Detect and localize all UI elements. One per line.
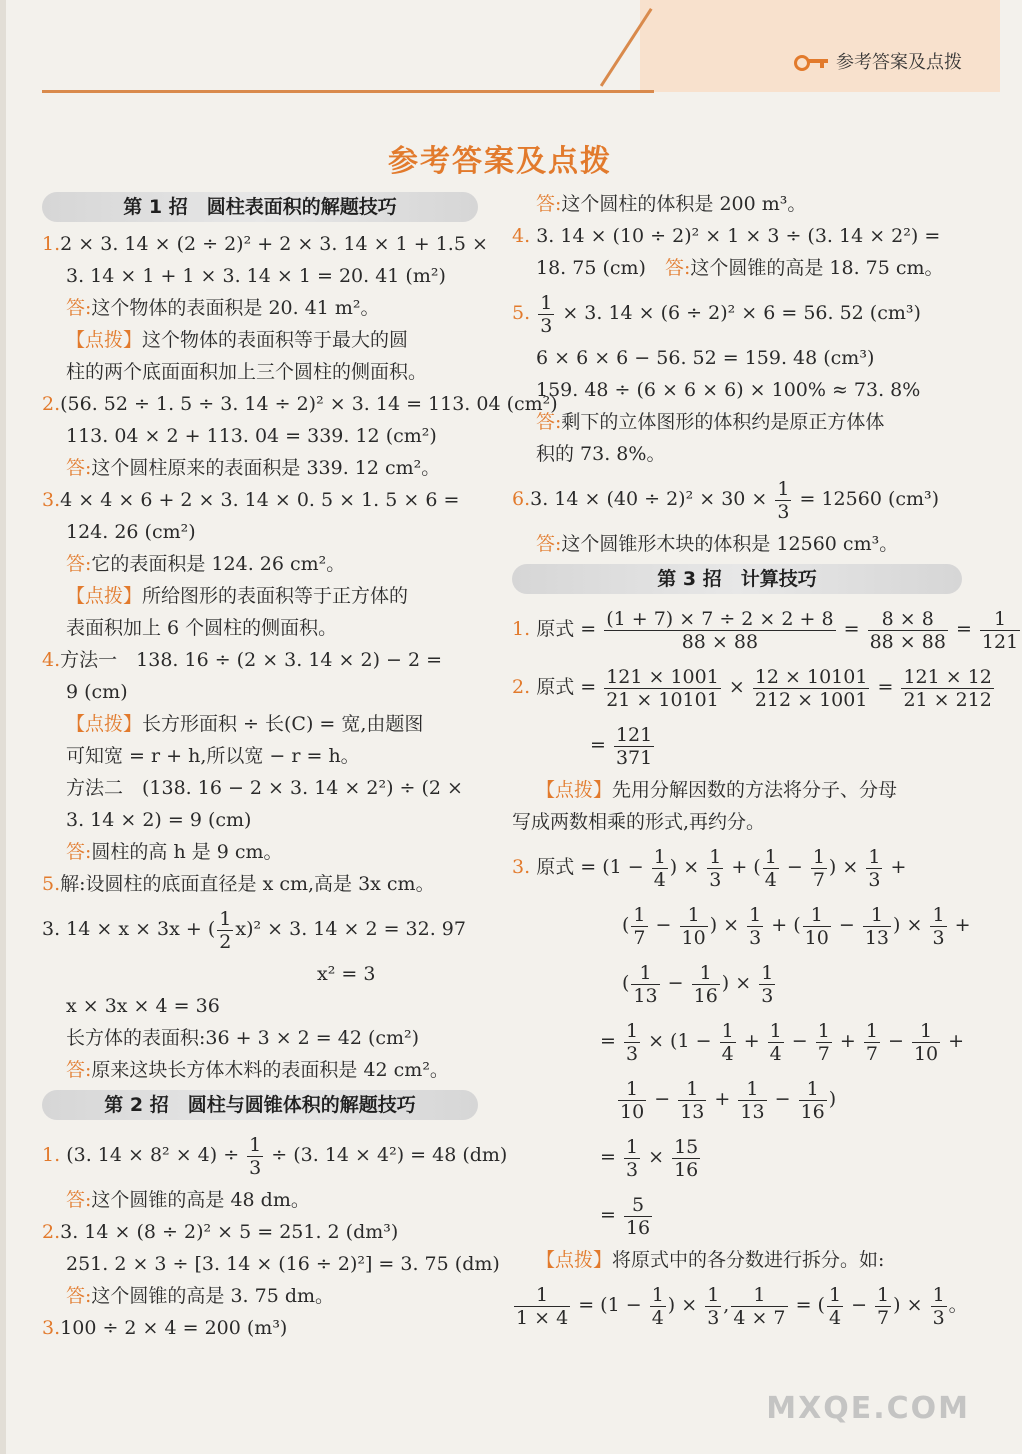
calc-line: = $\frac{5}{16}$ bbox=[600, 1193, 651, 1239]
answer-line: 159. 48 ÷ (6 × 6 × 6) × 100% ≈ 73. 8% bbox=[536, 379, 921, 401]
answer-line: 1.2 × 3. 14 × (2 ÷ 2)² + 2 × 3. 14 × 1 + 1.5 × bbox=[42, 233, 488, 255]
calc-line: = $\frac{1}{3}$ × $\frac{15}{16}$ bbox=[600, 1135, 699, 1181]
answer-line: 2.3. 14 × (8 ÷ 2)² × 5 = 251. 2 (dm³) bbox=[42, 1221, 399, 1243]
header-label-text: 参考答案及点拨 bbox=[836, 52, 962, 73]
left-answers-2 bbox=[42, 990, 478, 1086]
answer-line: 6.3. 14 × (40 ÷ 2)² × 30 × $\frac{1}{3}$ = 12560 (cm³) bbox=[512, 477, 940, 523]
answer-line: 3.100 ÷ 2 × 4 = 200 (m³) bbox=[42, 1317, 288, 1339]
answer-line: 可知宽 = r + h,所以宽 − r = h。 bbox=[66, 745, 360, 767]
watermark: MXQE.COM bbox=[766, 1391, 970, 1426]
calc-line: = $\frac{121}{371}$ bbox=[590, 723, 653, 769]
answer-line: 答:这个物体的表面积是 20. 41 m²。 bbox=[66, 297, 380, 319]
calc-line: 1. 原式 = $\frac{(1 + 7) \times 7 \div 2 \times 2 + 8}{88 \times 88}$ = $\frac{8 \times 8}{88 \times 88}$ = $\frac{1}{121}$ bbox=[512, 607, 1019, 653]
answer-line: 答:原来这块长方体木料的表面积是 42 cm²。 bbox=[66, 1059, 449, 1081]
answer-line: 5. $\frac{1}{3}$ × 3. 14 × (6 ÷ 2)² × 6 = 56. 52 (cm³) bbox=[512, 291, 921, 337]
tip-line: 写成两数相乘的形式,再约分。 bbox=[512, 811, 766, 833]
answer-line: 124. 26 (cm²) bbox=[66, 521, 196, 543]
calc-line: = $\frac{1}{3}$ × (1 − $\frac{1}{4}$ + $\frac{1}{4}$ − $\frac{1}{7}$ + $\frac{1}{7}$ − $\frac{1}{10}$ + bbox=[600, 1019, 965, 1065]
tip-line: 【点拨】先用分解因数的方法将分子、分母 bbox=[536, 779, 898, 801]
answer-line: 3. 14 × 2) = 9 (cm) bbox=[66, 809, 252, 831]
answer-line: 【点拨】所给图形的表面积等于正方体的 bbox=[66, 585, 409, 607]
answer-line: 4.方法一 138. 16 ÷ (2 × 3. 14 × 2) − 2 = bbox=[42, 649, 443, 671]
answer-line: 方法二 (138. 16 − 2 × 3. 14 × 2²) ÷ (2 × bbox=[66, 777, 463, 799]
section-heading-1: 第 1 招 圆柱表面积的解题技巧 bbox=[42, 192, 478, 222]
answer-line: 答:这个圆锥形木块的体积是 12560 cm³。 bbox=[536, 533, 899, 555]
answer-line: 答:剩下的立体图形的体积约是原正方体体 bbox=[536, 411, 885, 433]
equation-line: x² = 3 bbox=[317, 963, 376, 985]
answer-line: 答:这个圆锥的高是 48 dm。 bbox=[66, 1189, 310, 1211]
section-heading-3: 第 3 招 计算技巧 bbox=[512, 564, 962, 594]
answer-line: 3. 14 × 1 + 1 × 3. 14 × 1 = 20. 41 (m²) bbox=[66, 265, 446, 287]
header-rule bbox=[42, 90, 654, 93]
answer-line: 答:它的表面积是 124. 26 cm²。 bbox=[66, 553, 346, 575]
answer-line: 4. 3. 14 × (10 ÷ 2)² × 1 × 3 ÷ (3. 14 × 2²) = bbox=[512, 225, 941, 247]
calc-line: 3. 原式 = (1 − $\frac{1}{4}$ ) × $\frac{1}{3}$ + ( $\frac{1}{4}$ − $\frac{1}{7}$ ) × $\frac{1}{3}$ + bbox=[512, 845, 907, 891]
answer-line: 251. 2 × 3 ÷ [3. 14 × (16 ÷ 2)²] = 3. 75 (dm) bbox=[66, 1253, 500, 1275]
left-column bbox=[42, 188, 558, 1344]
answer-line: 1. (3. 14 × 8² × 4) ÷ $\frac{1}{3}$ ÷ (3. 14 × 4²) = 48 (dm) bbox=[42, 1133, 508, 1179]
answer-line: 6 × 6 × 6 − 56. 52 = 159. 48 (cm³) bbox=[536, 347, 875, 369]
answer-line: 柱的两个底面面积加上三个圆柱的侧面积。 bbox=[66, 361, 428, 383]
answer-line: 答:这个圆柱原来的表面积是 339. 12 cm²。 bbox=[66, 457, 441, 479]
section-heading-2: 第 2 招 圆柱与圆锥体积的解题技巧 bbox=[42, 1090, 478, 1120]
answer-line: 18. 75 (cm) 答:这个圆锥的高是 18. 75 cm。 bbox=[536, 257, 944, 279]
left-answers bbox=[42, 228, 558, 900]
page-edge bbox=[0, 0, 6, 1454]
page-title: 参考答案及点拨 bbox=[388, 144, 612, 179]
calc-line: 2. 原式 = $\frac{121 \times 1001}{21 \times 10101}$ × $\frac{12 \times 10101}{212 \times 1001}$ = $\frac{121 \times 12}{21 \times 212}$ bbox=[512, 665, 992, 711]
answer-line: 【点拨】长方形面积 ÷ 长(C) = 宽,由题图 bbox=[66, 713, 424, 735]
header-label bbox=[794, 48, 962, 74]
answer-line: 答:这个圆锥的高是 3. 75 dm。 bbox=[66, 1285, 335, 1307]
answer-line: 积的 73. 8%。 bbox=[536, 443, 666, 465]
answer-line: 长方体的表面积:36 + 3 × 2 = 42 (cm²) bbox=[66, 1027, 420, 1049]
answer-line: x × 3x × 4 = 36 bbox=[66, 995, 220, 1017]
key-icon bbox=[794, 54, 828, 68]
tip-line: 【点拨】将原式中的各分数进行拆分。如: bbox=[536, 1249, 885, 1271]
right-column bbox=[512, 188, 1019, 1334]
answer-line: 113. 04 × 2 + 113. 04 = 339. 12 (cm²) bbox=[66, 425, 437, 447]
calc-line: $\frac{1}{1 \times 4}$ = (1 − $\frac{1}{4}$ ) × $\frac{1}{3}$ , $\frac{1}{4 \times 7}$ = ( $\frac{1}{4}$ − $\frac{1}{7}$ ) × $\frac{1}{3}$ 。 bbox=[516, 1283, 968, 1329]
answer-line: 5.解:设圆柱的底面直径是 x cm,高是 3x cm。 bbox=[42, 873, 435, 895]
calc-line: ( $\frac{1}{7}$ − $\frac{1}{10}$ ) × $\frac{1}{3}$ + ( $\frac{1}{10}$ − $\frac{1}{13}$ ) × $\frac{1}{3}$ + bbox=[622, 903, 971, 949]
answer-line: 答:圆柱的高 h 是 9 cm。 bbox=[66, 841, 283, 863]
answer-line: 2.(56. 52 ÷ 1. 5 ÷ 3. 14 ÷ 2)² × 3. 14 = 113. 04 (cm²) bbox=[42, 393, 558, 415]
calc-line: $\frac{1}{10}$ − $\frac{1}{13}$ + $\frac{1}{13}$ − $\frac{1}{16}$ ) bbox=[620, 1077, 837, 1123]
answer-line: 【点拨】这个物体的表面积等于最大的圆 bbox=[66, 329, 409, 351]
answer-line: 答:这个圆柱的体积是 200 m³。 bbox=[536, 193, 807, 215]
header-band bbox=[640, 0, 1000, 92]
answer-line: 3.4 × 4 × 6 + 2 × 3. 14 × 0. 5 × 1. 5 × 6 = bbox=[42, 489, 460, 511]
answer-line: 表面积加上 6 个圆柱的侧面积。 bbox=[66, 617, 338, 639]
answer-line: 9 (cm) bbox=[66, 681, 128, 703]
equation-line: 3. 14 × x × 3x + ( $\frac{1}{2}$ x)² × 3. 14 × 2 = 32. 97 bbox=[42, 907, 466, 953]
calc-line: ( $\frac{1}{13}$ − $\frac{1}{16}$ ) × $\frac{1}{3}$ bbox=[622, 961, 774, 1007]
